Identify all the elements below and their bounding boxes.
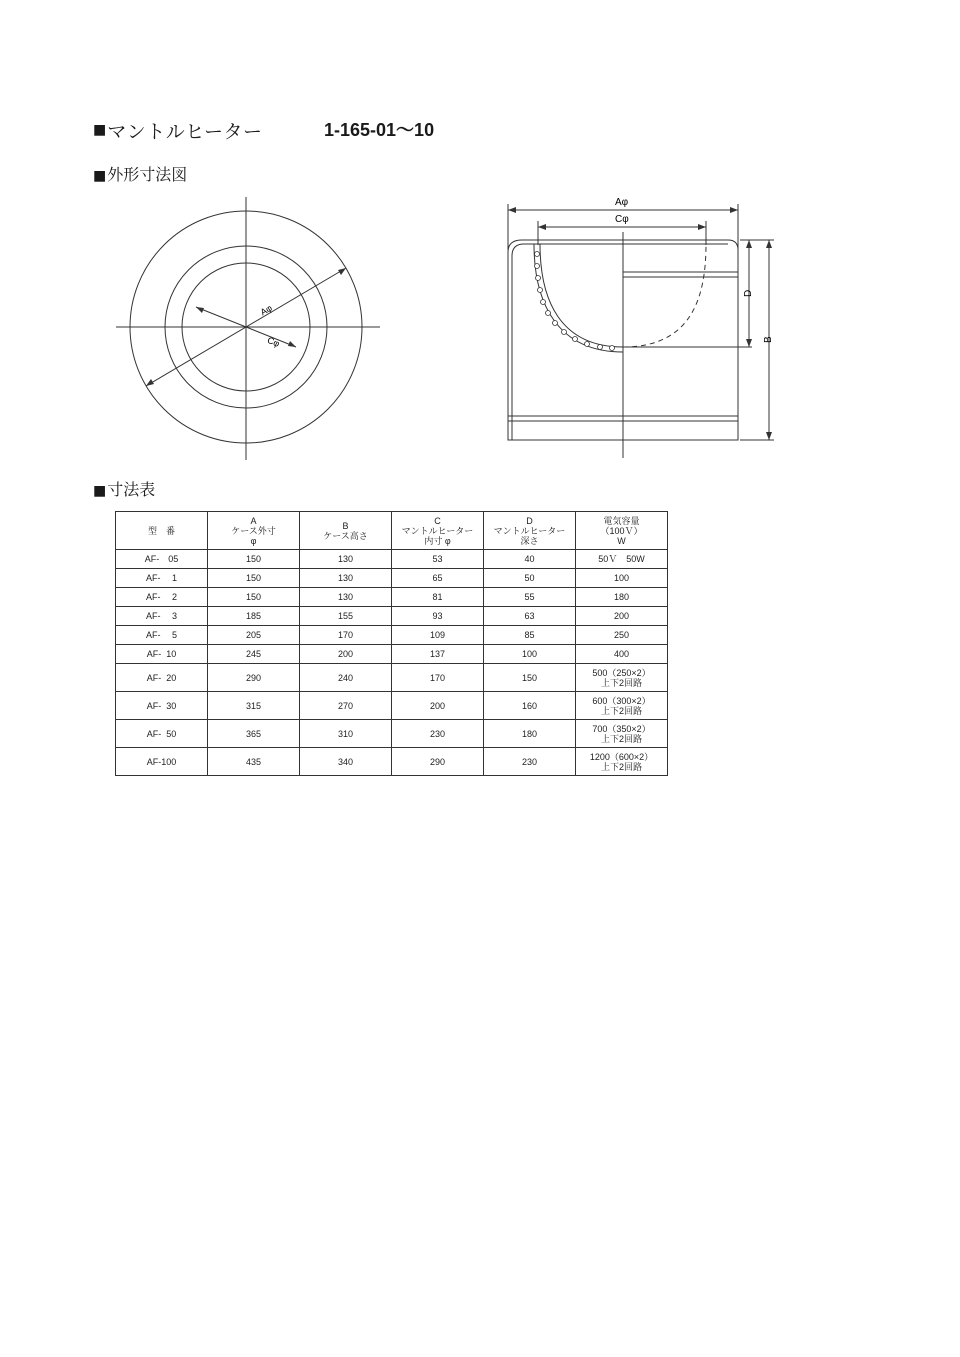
top-view-diagram: [110, 190, 390, 465]
table-row: AF- 10 245 200 137 100 400: [116, 645, 668, 664]
mantle-inner-curve: [540, 244, 623, 347]
label-a-phi: Aφ: [615, 197, 629, 208]
table-row: AF- 05 150 130 53 40 50Ｖ 50W: [116, 550, 668, 569]
title-text: マントルヒーター: [107, 120, 263, 143]
header-power: 電気容量 （100Ｖ） W: [576, 512, 668, 550]
label-d: D: [743, 289, 754, 297]
header-d: D マントルヒーター 深さ: [484, 512, 576, 550]
label-a-phi: Aφ: [258, 302, 274, 318]
side-view-diagram: [490, 190, 790, 465]
square-bullet-icon: ■: [93, 168, 107, 184]
table-row: AF-100 435 340 290 230 1200（600×2） 上下2回路: [116, 748, 668, 776]
table-row: AF- 20 290 240 170 150 500（250×2） 上下2回路: [116, 664, 668, 692]
label-b: B: [763, 336, 774, 343]
table-row: AF- 3 185 155 93 63 200: [116, 607, 668, 626]
table-header-row: [116, 512, 668, 550]
dimension-table: [115, 511, 668, 776]
table-row: AF- 5 205 170 109 85 250: [116, 626, 668, 645]
table-row: AF- 50 365 310 230 180 700（350×2） 上下2回路: [116, 720, 668, 748]
label-c-phi: Cφ: [265, 334, 282, 349]
section-heading-outline: ■外形寸法図: [93, 165, 188, 184]
page-title: [93, 116, 262, 144]
catalog-code: 1-165-01〜10: [324, 120, 435, 140]
table-row: AF- 30 315 270 200 160 600（300×2） 上下2回路: [116, 692, 668, 720]
square-bullet-icon: ■: [93, 122, 107, 138]
header-a: A ケース外寸 φ: [208, 512, 300, 550]
label-c-phi: Cφ: [615, 214, 629, 225]
header-c: C マントルヒーター 内寸 φ: [392, 512, 484, 550]
table-row: AF- 2 150 130 81 55 180: [116, 588, 668, 607]
table-row: AF- 1 150 130 65 50 100: [116, 569, 668, 588]
header-model: 型 番: [116, 512, 208, 550]
section-heading-table: ■寸法表: [93, 480, 156, 499]
header-b: B ケース高さ: [300, 512, 392, 550]
square-bullet-icon: ■: [93, 483, 107, 499]
